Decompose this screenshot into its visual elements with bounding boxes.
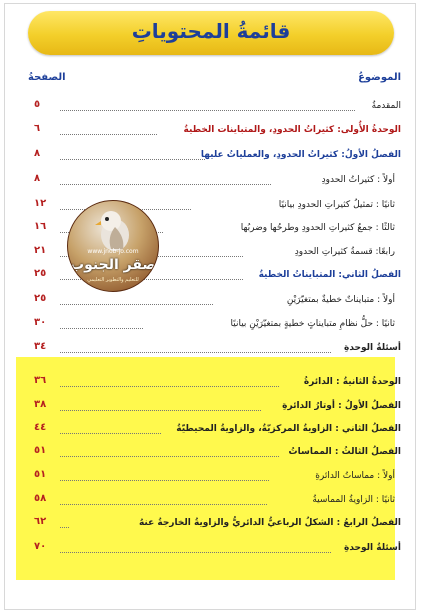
- leader-dots: [60, 110, 355, 111]
- entry-title: الفصلُ الثالثُ : المماساتُ: [288, 447, 401, 457]
- toc-row-unit-1-ch1-sec-2[interactable]: [0, 199, 421, 219]
- entry-title: الفصلُ الأولُ: كثيراتُ الحدودِ، والعملياتُ عليها: [200, 150, 401, 160]
- toc-row-unit-1-chapter-1[interactable]: [0, 149, 421, 169]
- entry-page: ٢١: [34, 245, 47, 256]
- entry-title: الوحدةُ الأُولى: كثيراتُ الحدودِ، والمتباينات الخطيةُ: [183, 125, 401, 135]
- entry-title: أولاً : متبايناتٌ خطيةٌ بمتغيّرَيْنِ: [286, 295, 395, 305]
- entry-title: الوحدةُ الثانيةُ : الدائرةُ: [303, 377, 401, 387]
- entry-title: ثانيًا : حلُّ نظامِ متبايناتٍ خطيةٍ بمتغيّرَيْنِ بيانيًا: [230, 319, 395, 329]
- toc-row-unit-2-ch3-sec-1[interactable]: [0, 470, 421, 490]
- leader-dots: [60, 386, 279, 387]
- entry-page: ٨: [34, 148, 41, 159]
- page-title: قائمةُ المحتوياتِ: [131, 19, 291, 43]
- entry-page: ١٦: [34, 221, 47, 232]
- leader-dots: [60, 504, 267, 505]
- column-header-subject: الموضوعُ: [358, 72, 401, 83]
- entry-title: أولاً : مماساتُ الدائرةِ: [315, 471, 395, 481]
- entry-title: المقدمةُ: [371, 101, 401, 111]
- entry-page: ٥١: [34, 469, 47, 480]
- title-banner: [28, 11, 394, 55]
- entry-page: ٥: [34, 99, 41, 110]
- leader-dots: [60, 134, 157, 135]
- toc-row-unit-2-questions[interactable]: [0, 542, 421, 562]
- entry-title: الفصلُ الثاني: المتبايناتُ الخطيةُ: [258, 270, 401, 280]
- entry-page: ١٢: [34, 198, 47, 209]
- toc-row-unit-2-chapter-3[interactable]: [0, 446, 421, 466]
- entry-title: أسئلةُ الوحدةِ: [344, 543, 401, 553]
- entry-page: ٦: [34, 123, 41, 134]
- entry-page: ٣٦: [34, 375, 47, 386]
- leader-dots: [60, 410, 261, 411]
- entry-title: الفصلُ الرابعُ : الشكلُ الرباعيُّ الدائريُّ والزاويةُ الخارجةُ عنهُ: [138, 518, 401, 528]
- entry-page: ٨: [34, 173, 41, 184]
- toc-row-unit-1[interactable]: [0, 124, 421, 144]
- watermark-subtitle: للتعليم والتطوير التعليمي: [87, 277, 139, 283]
- entry-page: ٣٨: [34, 399, 47, 410]
- leader-dots: [60, 352, 331, 353]
- toc-row-unit-2-ch3-sec-2[interactable]: [0, 494, 421, 514]
- entry-page: ٦٢: [34, 516, 47, 527]
- leader-dots: [60, 433, 161, 434]
- entry-title: أسئلةُ الوحدةِ: [344, 343, 401, 353]
- leader-dots: [60, 456, 279, 457]
- entry-title: أولاً : كثيراتُ الحدودِ: [321, 175, 395, 185]
- leader-dots: [60, 480, 269, 481]
- toc-row-unit-1-ch1-sec-4[interactable]: [0, 246, 421, 266]
- toc-row-unit-2-chapter-1[interactable]: [0, 400, 421, 420]
- entry-title: الفصلُ الأولُ : أوتارُ الدائرةِ: [282, 401, 401, 411]
- entry-page: ٣٠: [34, 317, 47, 328]
- watermark-name: صقر الجنوب: [70, 257, 156, 273]
- entry-page: ٢٥: [34, 293, 47, 304]
- toc-row-unit-1-ch2-sec-1[interactable]: [0, 294, 421, 314]
- toc-row-unit-2-chapter-4[interactable]: [0, 517, 421, 537]
- entry-title: رابعًا: قسمةُ كثيراتِ الحدودِ: [294, 247, 395, 257]
- leader-dots: [60, 184, 271, 185]
- toc-row-unit-1-chapter-2[interactable]: [0, 269, 421, 289]
- column-header-page: الصفحةُ: [28, 72, 66, 83]
- toc-row-unit-2[interactable]: [0, 376, 421, 396]
- entry-page: ٤٤: [34, 422, 47, 433]
- entry-page: ٥٨: [34, 493, 47, 504]
- toc-row-unit-1-questions[interactable]: [0, 342, 421, 362]
- falcon-icon: [93, 207, 133, 251]
- leader-dots: [60, 159, 205, 160]
- leader-dots: [60, 328, 143, 329]
- leader-dots: [60, 527, 69, 528]
- entry-title: ثانيًا : تمثيلُ كثيراتِ الحدودِ بيانيًا: [278, 200, 395, 210]
- toc-row-unit-1-ch1-sec-3[interactable]: [0, 222, 421, 242]
- toc-row-unit-1-ch2-sec-2[interactable]: [0, 318, 421, 338]
- entry-title: ثالثًا : جمعُ كثيراتِ الحدودِ وطرحُها وضربُها: [240, 223, 395, 233]
- toc-row-introduction[interactable]: [0, 100, 421, 120]
- watermark-url: www.jnob-jo.com: [87, 248, 139, 255]
- toc-row-unit-2-chapter-2[interactable]: [0, 423, 421, 443]
- leader-dots: [60, 304, 213, 305]
- toc-row-unit-1-ch1-sec-1[interactable]: [0, 174, 421, 194]
- entry-title: الفصلُ الثاني : الزاويةُ المركزيّةُ، والزاويةُ المحيطيّةُ: [176, 424, 401, 434]
- watermark-logo: [67, 200, 159, 292]
- leader-dots: [60, 552, 331, 553]
- entry-page: ٢٥: [34, 268, 47, 279]
- entry-page: ٥١: [34, 445, 47, 456]
- entry-page: ٣٤: [34, 341, 47, 352]
- entry-title: ثانيًا : الزاويةُ المماسيةُ: [312, 495, 395, 505]
- entry-page: ٧٠: [34, 541, 47, 552]
